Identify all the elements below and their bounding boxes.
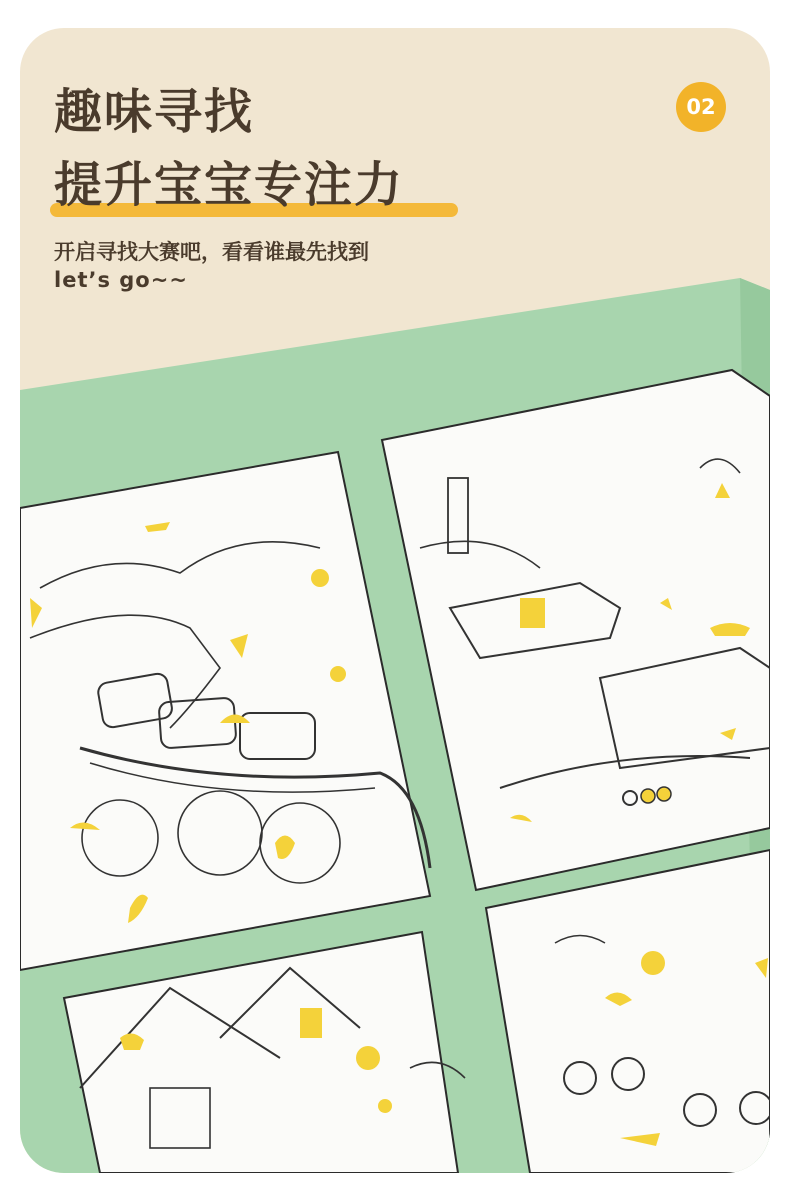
headline-line-1: 趣味寻找 [54,84,255,140]
page-number-badge: 02 [676,82,726,132]
panel-cycling-scene [486,850,770,1173]
promo-card [20,28,770,1173]
headline-line-2: 提升宝宝专注力 [54,157,405,213]
subtitle-line-2: let’s go~~ [54,268,188,292]
subtitle-line-1: 开启寻找大赛吧，看看谁最先找到 [54,240,369,264]
